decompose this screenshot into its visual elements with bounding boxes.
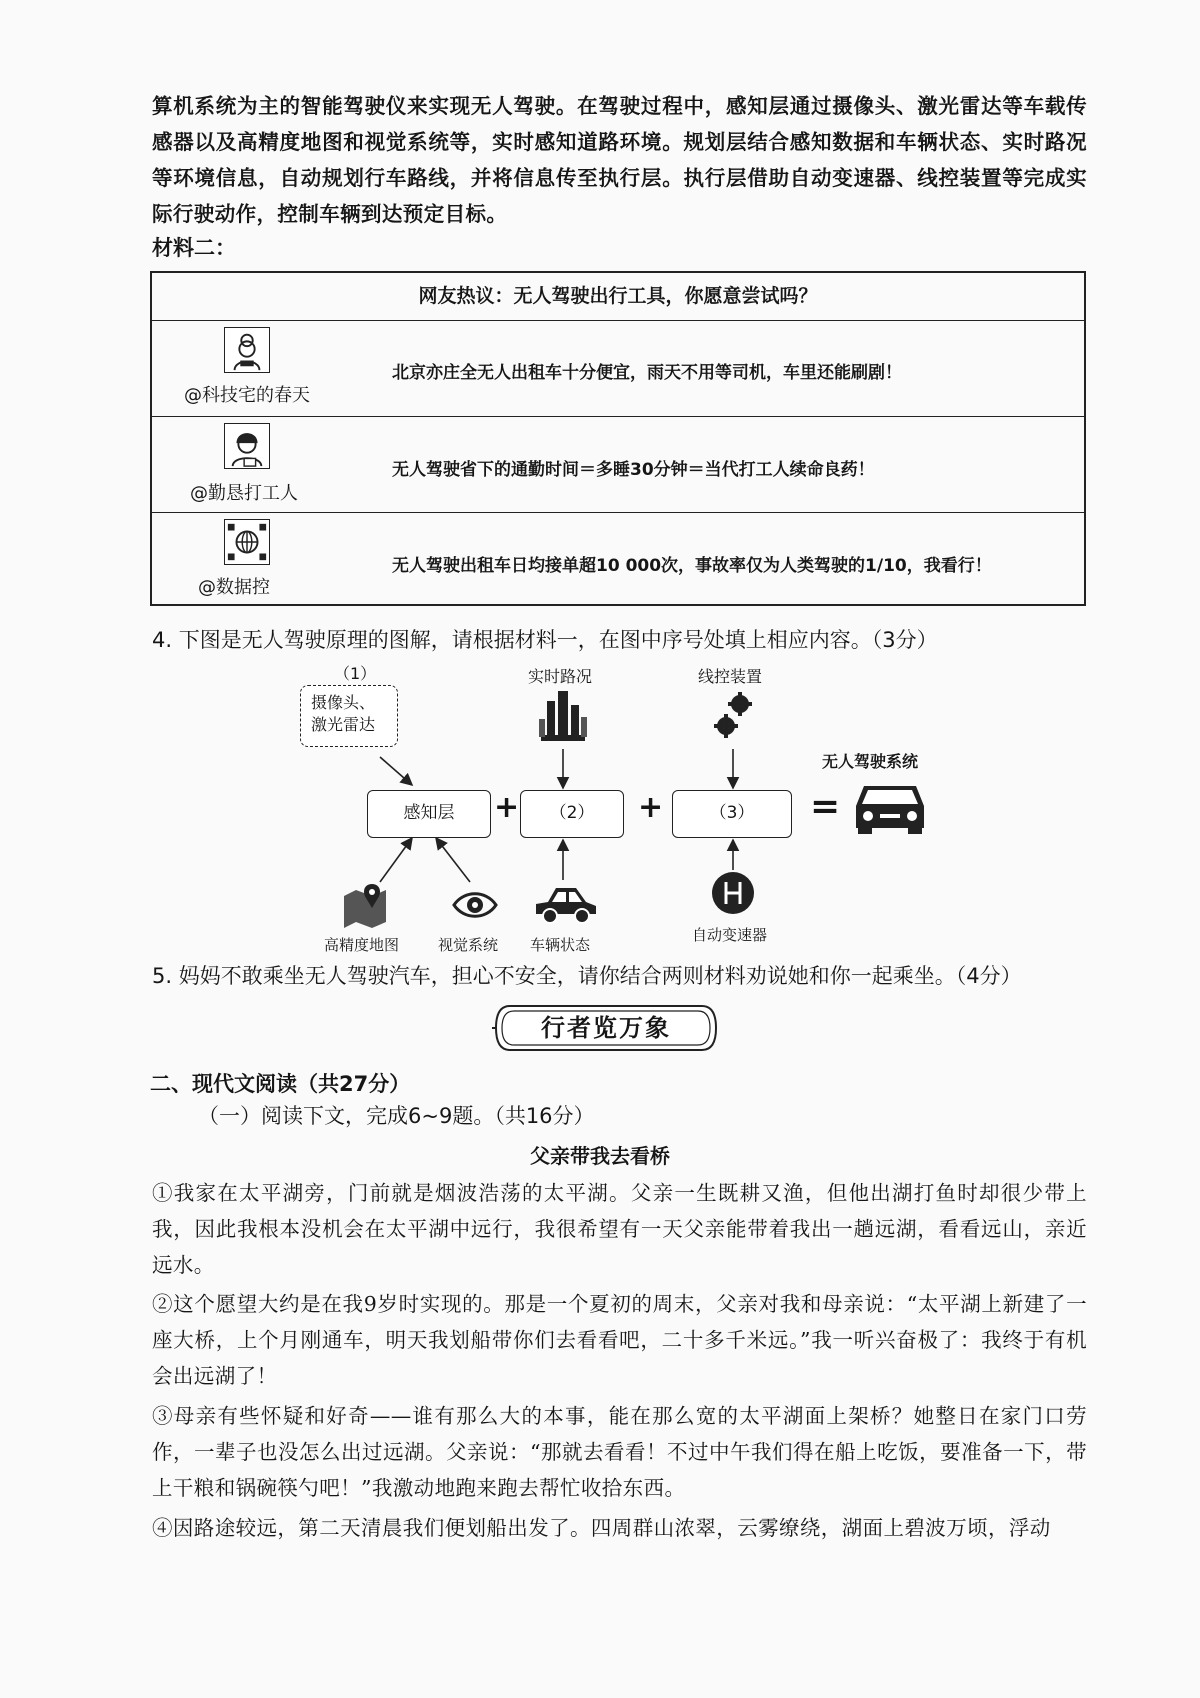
banner-text: 行者览万象 — [541, 1014, 671, 1042]
equals-sign: = — [810, 786, 841, 827]
comment-text: 无人驾驶省下的通勤时间＝多睡30分钟＝当代打工人续命良药！ — [392, 460, 875, 480]
section-banner — [492, 1003, 720, 1053]
eye-icon — [452, 888, 498, 922]
plus-sign: + — [638, 790, 664, 825]
subsection-1-heading: （一）阅读下文，完成6~9题。（共16分） — [198, 1104, 595, 1128]
comment-text: 无人驾驶出租车日均接单超10 000次，事故率仅为人类驾驶的1/10，我看行！ — [392, 556, 992, 576]
question-4: 4. 下图是无人驾驶原理的图解，请根据材料一，在图中序号处填上相应内容。（3分） — [152, 628, 938, 652]
blank-2-box: （2） — [520, 790, 624, 838]
gears-icon — [712, 690, 756, 742]
article-title: 父亲带我去看桥 — [530, 1144, 670, 1168]
comment-table-header: 网友热议：无人驾驶出行工具，你愿意尝试吗？ — [152, 273, 1084, 321]
city-traffic-icon — [539, 689, 587, 745]
article-paragraph: ②这个愿望大约是在我9岁时实现的。那是一个夏初的周末，父亲对我和母亲说：“太平湖上新建了一座大桥，上个月刚通车，明天我划船带你们去看看吧，二十多千米远。”我一听兴奋极了：我终于有机会出远湖了！ — [152, 1292, 1087, 1388]
section-2-heading: 二、现代文阅读（共27分） — [150, 1072, 411, 1096]
question-5: 5. 妈妈不敢乘坐无人驾驶汽车，担心不安全，请你结合两则材料劝说她和你一起乘坐。（4分） — [152, 964, 1022, 988]
blank-3-box: （3） — [672, 790, 792, 838]
label-wire-control: 线控装置 — [698, 667, 763, 686]
intro-paragraph: 算机系统为主的智能驾驶仪来实现无人驾驶。在驾驶过程中，感知层通过摄像头、激光雷达等车载传感器以及高精度地图和视觉系统等，实时感知道路环境。规划层结合感知数据和车辆状态、实时路况等环境信息，自动规划行车路线，并将信息传至执行层。执行层借助自动变速器、线控装置等完成实际行驶动作，控制车辆到达预定目标。 — [152, 94, 1087, 226]
label-vision: 视觉系统 — [438, 936, 499, 954]
label-hd-map: 高精度地图 — [324, 936, 400, 954]
perception-box: 感知层 — [367, 790, 491, 838]
label-traffic: 实时路况 — [528, 667, 593, 686]
car-front-icon — [850, 776, 930, 836]
label-blank-1: （1） — [334, 664, 377, 683]
map-icon — [342, 882, 388, 928]
label-transmission: 自动变速器 — [692, 926, 768, 944]
comment-handle: @勤恳打工人 — [190, 483, 298, 504]
gearshift-icon — [710, 870, 756, 916]
article-paragraph: ④因路途较远，第二天清晨我们便划船出发了。四周群山浓翠，云雾缭绕，湖面上碧波万顷，浮动 — [152, 1516, 1051, 1540]
comment-handle: @数据控 — [198, 577, 270, 598]
article-paragraph: ①我家在太平湖旁，门前就是烟波浩荡的太平湖。父亲一生既耕又渔，但他出湖打鱼时却很少带上我，因此我根本没机会在太平湖中远行，我很希望有一天父亲能带着我出一趟远湖，看看远山，亲近远水。 — [152, 1181, 1087, 1277]
plus-sign: + — [494, 790, 520, 825]
car-side-icon — [530, 880, 600, 928]
comment-handle: @科技宅的春天 — [184, 385, 310, 406]
comment-text: 北京亦庄全无人出租车十分便宜，雨天不用等司机，车里还能刷剧！ — [392, 363, 902, 383]
article-paragraph: ③母亲有些怀疑和好奇——谁有那么大的本事，能在那么宽的太平湖面上架桥？她整日在家门口劳作，一辈子也没怎么出过远湖。父亲说：“那就去看看！不过中午我们得在船上吃饭，要准备一下，带上干粮和锅碗筷勺吧！”我激动地跑来跑去帮忙收拾东西。 — [152, 1404, 1087, 1500]
sensors-box: 摄像头、激光雷达 — [300, 685, 398, 747]
label-vehicle-status: 车辆状态 — [530, 936, 591, 954]
material2-label: 材料二： — [152, 236, 236, 260]
label-system: 无人驾驶系统 — [822, 752, 919, 771]
